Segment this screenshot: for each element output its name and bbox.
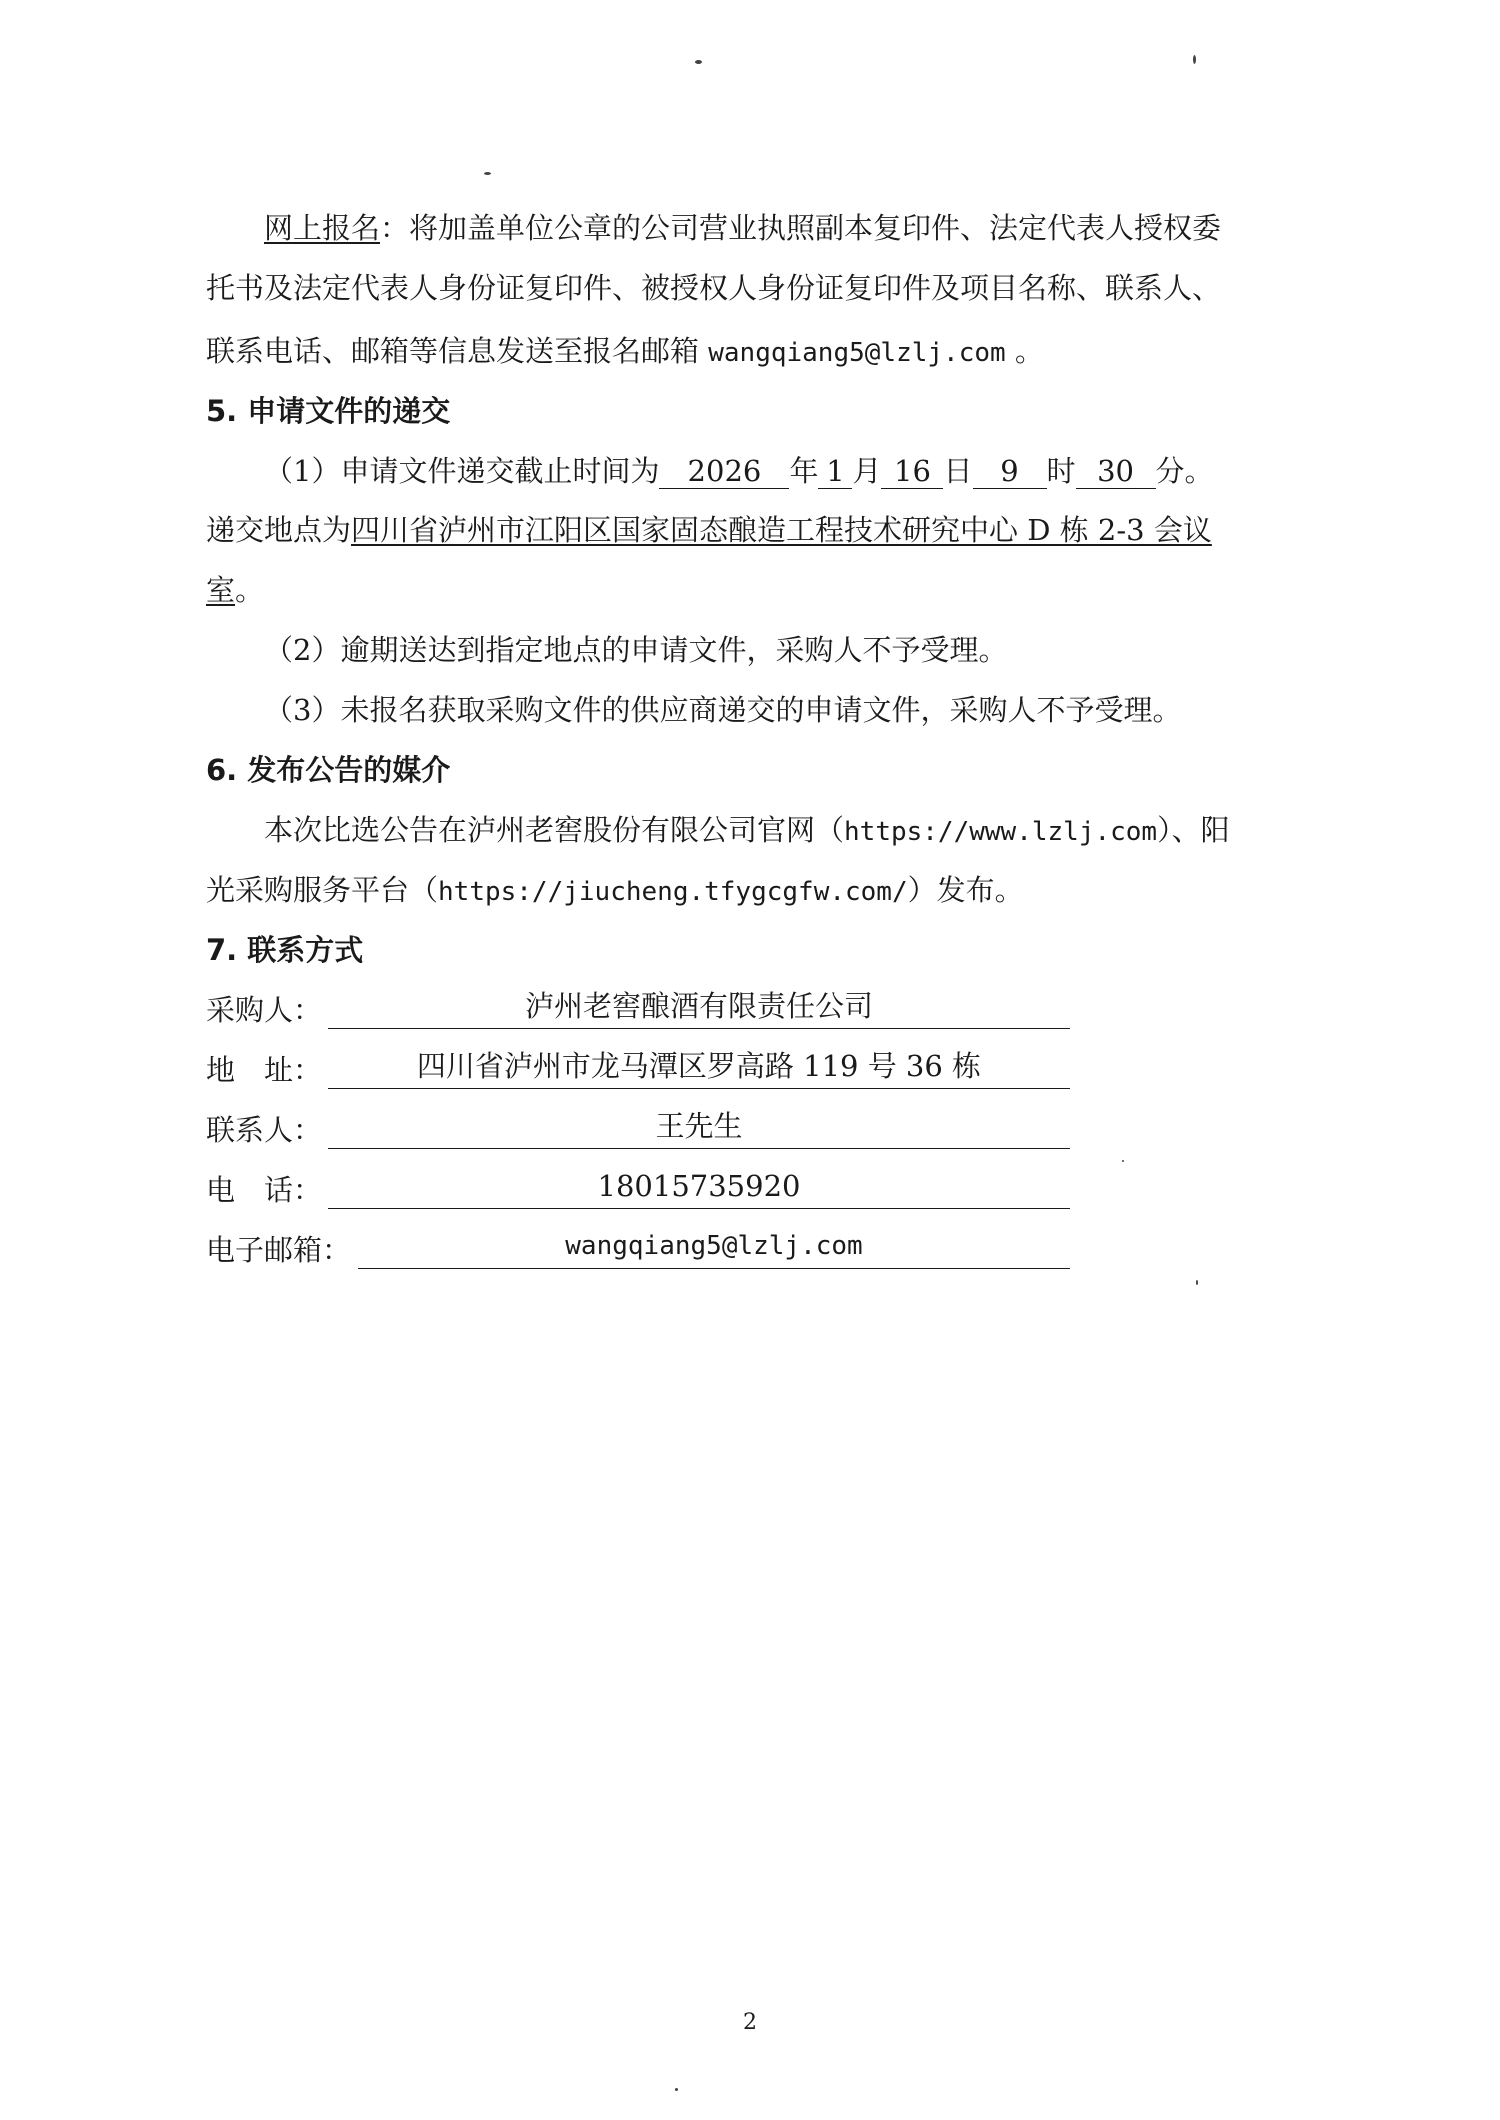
- contact-label-purchaser: 采购人：: [206, 993, 323, 1027]
- registration-email: wangqiang5@lzlj.com: [708, 338, 1006, 368]
- registration-line-1: [264, 208, 1221, 248]
- deadline-line: [264, 451, 1214, 491]
- media-line-1: [264, 810, 1230, 852]
- scan-speck: [1196, 1280, 1198, 1285]
- section-7-heading: 7. 联系方式: [206, 933, 364, 967]
- contact-value-phone: [328, 1168, 1070, 1209]
- contact-purchaser-text: 泸州老窖酿酒有限责任公司: [524, 989, 873, 1023]
- contact-label-email: 电子邮箱：: [206, 1233, 352, 1267]
- deadline-hour: 9: [973, 454, 1047, 489]
- deadline-month-unit: 月: [852, 454, 882, 488]
- location-line-2: [206, 570, 264, 610]
- media-prefix-1: 本次比选公告在泸州老窖股份有限公司官网（: [264, 813, 845, 847]
- deadline-month: 1: [818, 454, 852, 489]
- registration-text-2: 托书及法定代表人身份证复印件、被授权人身份证复印件及项目名称、联系人、: [206, 271, 1222, 305]
- media-prefix-2: 光采购服务平台（: [206, 873, 439, 907]
- media-line-2: [206, 870, 1024, 912]
- registration-text-3: 联系电话、邮箱等信息发送至报名邮箱: [206, 334, 709, 368]
- deadline-year-unit: 年: [789, 454, 819, 488]
- contact-value-purchaser: [328, 988, 1070, 1029]
- media-suffix-2: ）发布。: [907, 873, 1024, 907]
- location-room: 室: [206, 573, 236, 607]
- media-suffix-1: ）、阳: [1157, 813, 1230, 847]
- contact-value-email: [358, 1228, 1070, 1269]
- section-5-item-3: （3）未报名获取采购文件的供应商递交的申请文件，采购人不予受理。: [264, 693, 1182, 727]
- section-5-item-2: （2）逾期送达到指定地点的申请文件，采购人不予受理。: [264, 633, 1008, 667]
- deadline-year: 2026: [659, 454, 789, 489]
- scan-speck: [675, 2088, 678, 2091]
- deadline-hour-unit: 时: [1046, 454, 1076, 488]
- media-url-2: https://jiucheng.tfygcgfw.com/: [438, 877, 908, 907]
- registration-line-2: [206, 268, 1221, 308]
- registration-text-1: ：将加盖单位公章的公司营业执照副本复印件、法定代表人授权委: [380, 211, 1222, 245]
- section-5-heading: 5. 申请文件的递交: [206, 394, 451, 428]
- scan-speck: [1193, 55, 1196, 64]
- location-address: 四川省泸州市江阳区国家固态酿造工程技术研究中心 D 栋 2-3 会议: [351, 513, 1212, 547]
- contact-label-phone: 电 话：: [206, 1173, 323, 1207]
- contact-email-text: wangqiang5@lzlj.com: [565, 1231, 863, 1261]
- registration-line-3: [206, 331, 1044, 373]
- contact-address-text: 四川省泸州市龙马潭区罗高路 119 号 36 栋: [416, 1049, 982, 1083]
- location-end: 。: [235, 573, 265, 607]
- location-prefix: 递交地点为: [206, 513, 352, 547]
- media-url-1: https://www.lzlj.com: [844, 817, 1158, 847]
- deadline-day-unit: 日: [943, 454, 973, 488]
- scan-speck: [1122, 1160, 1124, 1162]
- deadline-minute: 30: [1076, 454, 1156, 489]
- registration-label: 网上报名: [264, 211, 381, 245]
- scan-speck: [695, 60, 702, 64]
- deadline-minute-unit: 分。: [1155, 454, 1214, 488]
- location-line-1: [206, 510, 1212, 550]
- scan-speck: [484, 172, 491, 175]
- contact-label-person: 联系人：: [206, 1113, 323, 1147]
- contact-label-address: 地 址：: [206, 1053, 323, 1087]
- section-6-heading: 6. 发布公告的媒介: [206, 753, 451, 787]
- deadline-prefix: （1）申请文件递交截止时间为: [264, 454, 660, 488]
- contact-value-address: [328, 1048, 1070, 1089]
- page-number: 2: [743, 2010, 757, 2035]
- contact-person-text: 王先生: [655, 1109, 743, 1143]
- deadline-day: 16: [881, 454, 943, 489]
- contact-phone-text: 18015735920: [597, 1169, 801, 1203]
- contact-value-person: [328, 1108, 1070, 1149]
- registration-end: 。: [1005, 334, 1044, 368]
